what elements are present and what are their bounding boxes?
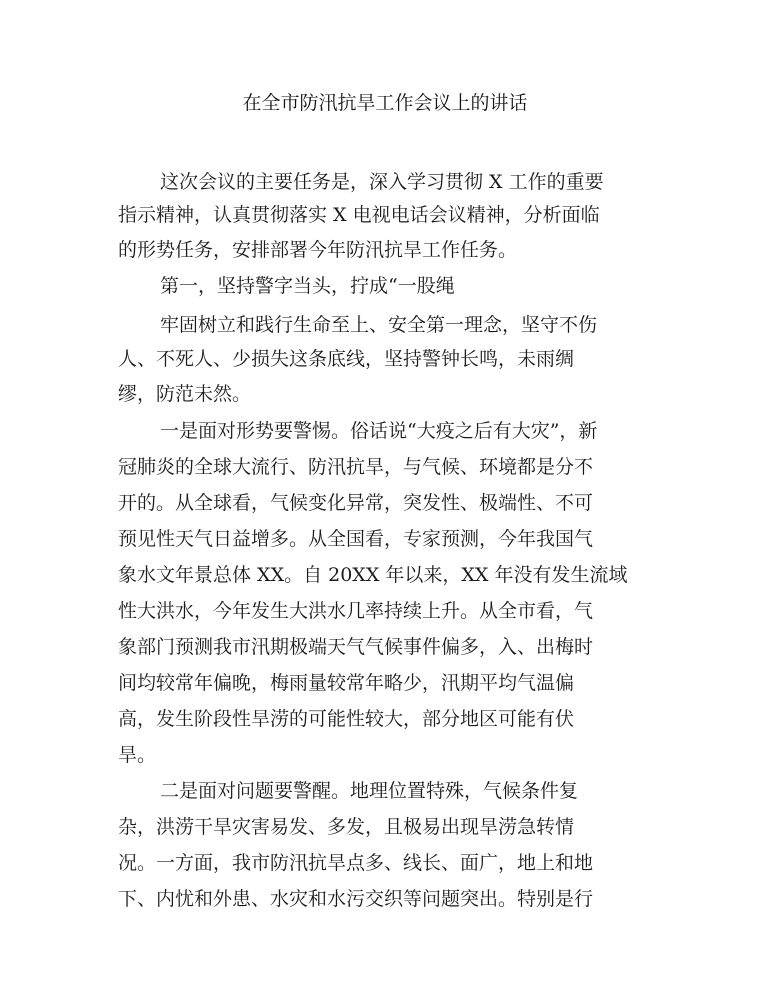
body-line: 杂，洪涝干旱灾害易发、多发，且极易出现旱涝急转情 (118, 816, 575, 838)
document-title: 在全市防汛抗旱工作会议上的讲话 (242, 92, 528, 114)
body-line: 二是面对问题要警醒。地理位置特殊，气候条件复 (160, 780, 579, 802)
body-line: 牢固树立和践行生命至上、安全第一理念，坚守不伤 (160, 314, 598, 336)
body-line: 冠肺炎的全球大流行、防汛抗旱，与气候、环境都是分不 (118, 456, 594, 478)
body-line: 性大洪水，今年发生大洪水几率持续上升。从全市看，气 (118, 600, 594, 622)
body-line: 的形势任务，安排部署今年防汛抗旱工作任务。 (118, 239, 518, 261)
body-line: 这次会议的主要任务是，深入学习贯彻 X 工作的重要 (160, 171, 604, 193)
body-line: 第一，坚持警字当头，拧成“一股绳 (160, 275, 455, 297)
body-line: 旱。 (118, 744, 157, 766)
body-line: 人、不死人、少损失这条底线，坚持警钟长鸣，未雨绸 (118, 348, 575, 370)
body-line: 象水文年景总体 XX。自 20XX 年以来，XX 年没有发生流域 (118, 564, 628, 586)
body-line: 间均较常年偏晚，梅雨量较常年略少，汛期平均气温偏 (118, 672, 575, 694)
body-line: 高，发生阶段性旱涝的可能性较大，部分地区可能有伏 (118, 708, 575, 730)
body-line: 况。一方面，我市防汛抗旱点多、线长、面广，地上和地 (118, 852, 594, 874)
body-line: 下、内忧和外患、水灾和水污交织等问题突出。特别是行 (118, 888, 594, 910)
body-line: 开的。从全球看，气候变化异常，突发性、极端性、不可 (118, 492, 594, 514)
body-line: 指示精神，认真贯彻落实 X 电视电话会议精神，分析面临 (118, 204, 600, 226)
body-line: 缪，防范未然。 (118, 383, 252, 405)
body-line: 象部门预测我市汛期极端天气气候事件偏多，入、出梅时 (118, 636, 594, 658)
body-line: 一是面对形势要警惕。俗话说“大疫之后有大灾”，新 (160, 420, 598, 442)
body-line: 预见性天气日益增多。从全国看，专家预测，今年我国气 (118, 528, 594, 550)
